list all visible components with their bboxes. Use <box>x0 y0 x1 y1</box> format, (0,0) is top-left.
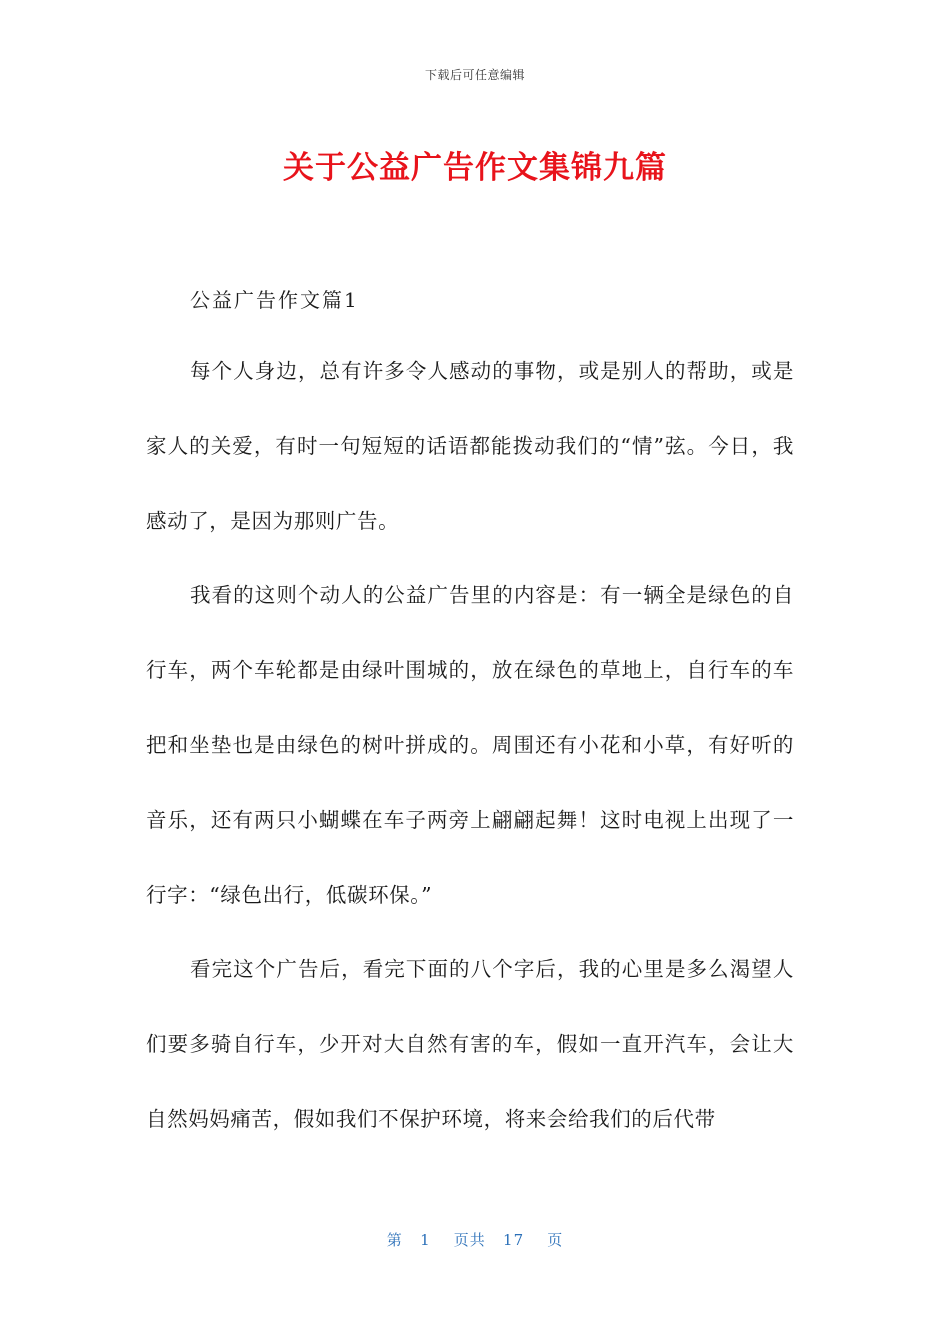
paragraph-2: 我看的这则个动人的公益广告里的内容是：有一辆全是绿色的自行车，两个车轮都是由绿叶围城的，放在绿色的草地上，自行车的车把和坐垫也是由绿色的树叶拼成的。周围还有小花和小草，有好听的音乐，还有两只小蝴蝶在车子两旁上翩翩起舞！这时电视上出现了一行字：“绿色出行，低碳环保。” <box>146 583 794 907</box>
footer-page-mid: 页共 <box>453 1231 486 1249</box>
paragraph-3: 看完这个广告后，看完下面的八个字后，我的心里是多么渴望人们要多骑自行车，少开对大自然有害的车，假如一直开汽车，会让大自然妈妈痛苦，假如我们不保护环境，将来会给我们的后代带 <box>146 957 794 1131</box>
paragraph-1: 每个人身边，总有许多令人感动的事物，或是别人的帮助，或是家人的关爱，有时一句短短的话语都能拨动我们的“情”弦。今日，我感动了，是因为那则广告。 <box>146 359 794 533</box>
page-footer <box>0 1229 950 1250</box>
document-title: 关于公益广告作文集锦九篇 <box>283 150 667 186</box>
footer-page-suffix: 页 <box>547 1231 564 1249</box>
footer-page-prefix: 第 <box>386 1231 403 1249</box>
footer-page-total: 17 <box>503 1231 525 1249</box>
header-note: 下载后可任意编辑 <box>424 68 525 82</box>
section-heading: 公益广告作文篇1 <box>190 288 359 312</box>
footer-page-current: 1 <box>420 1231 431 1249</box>
